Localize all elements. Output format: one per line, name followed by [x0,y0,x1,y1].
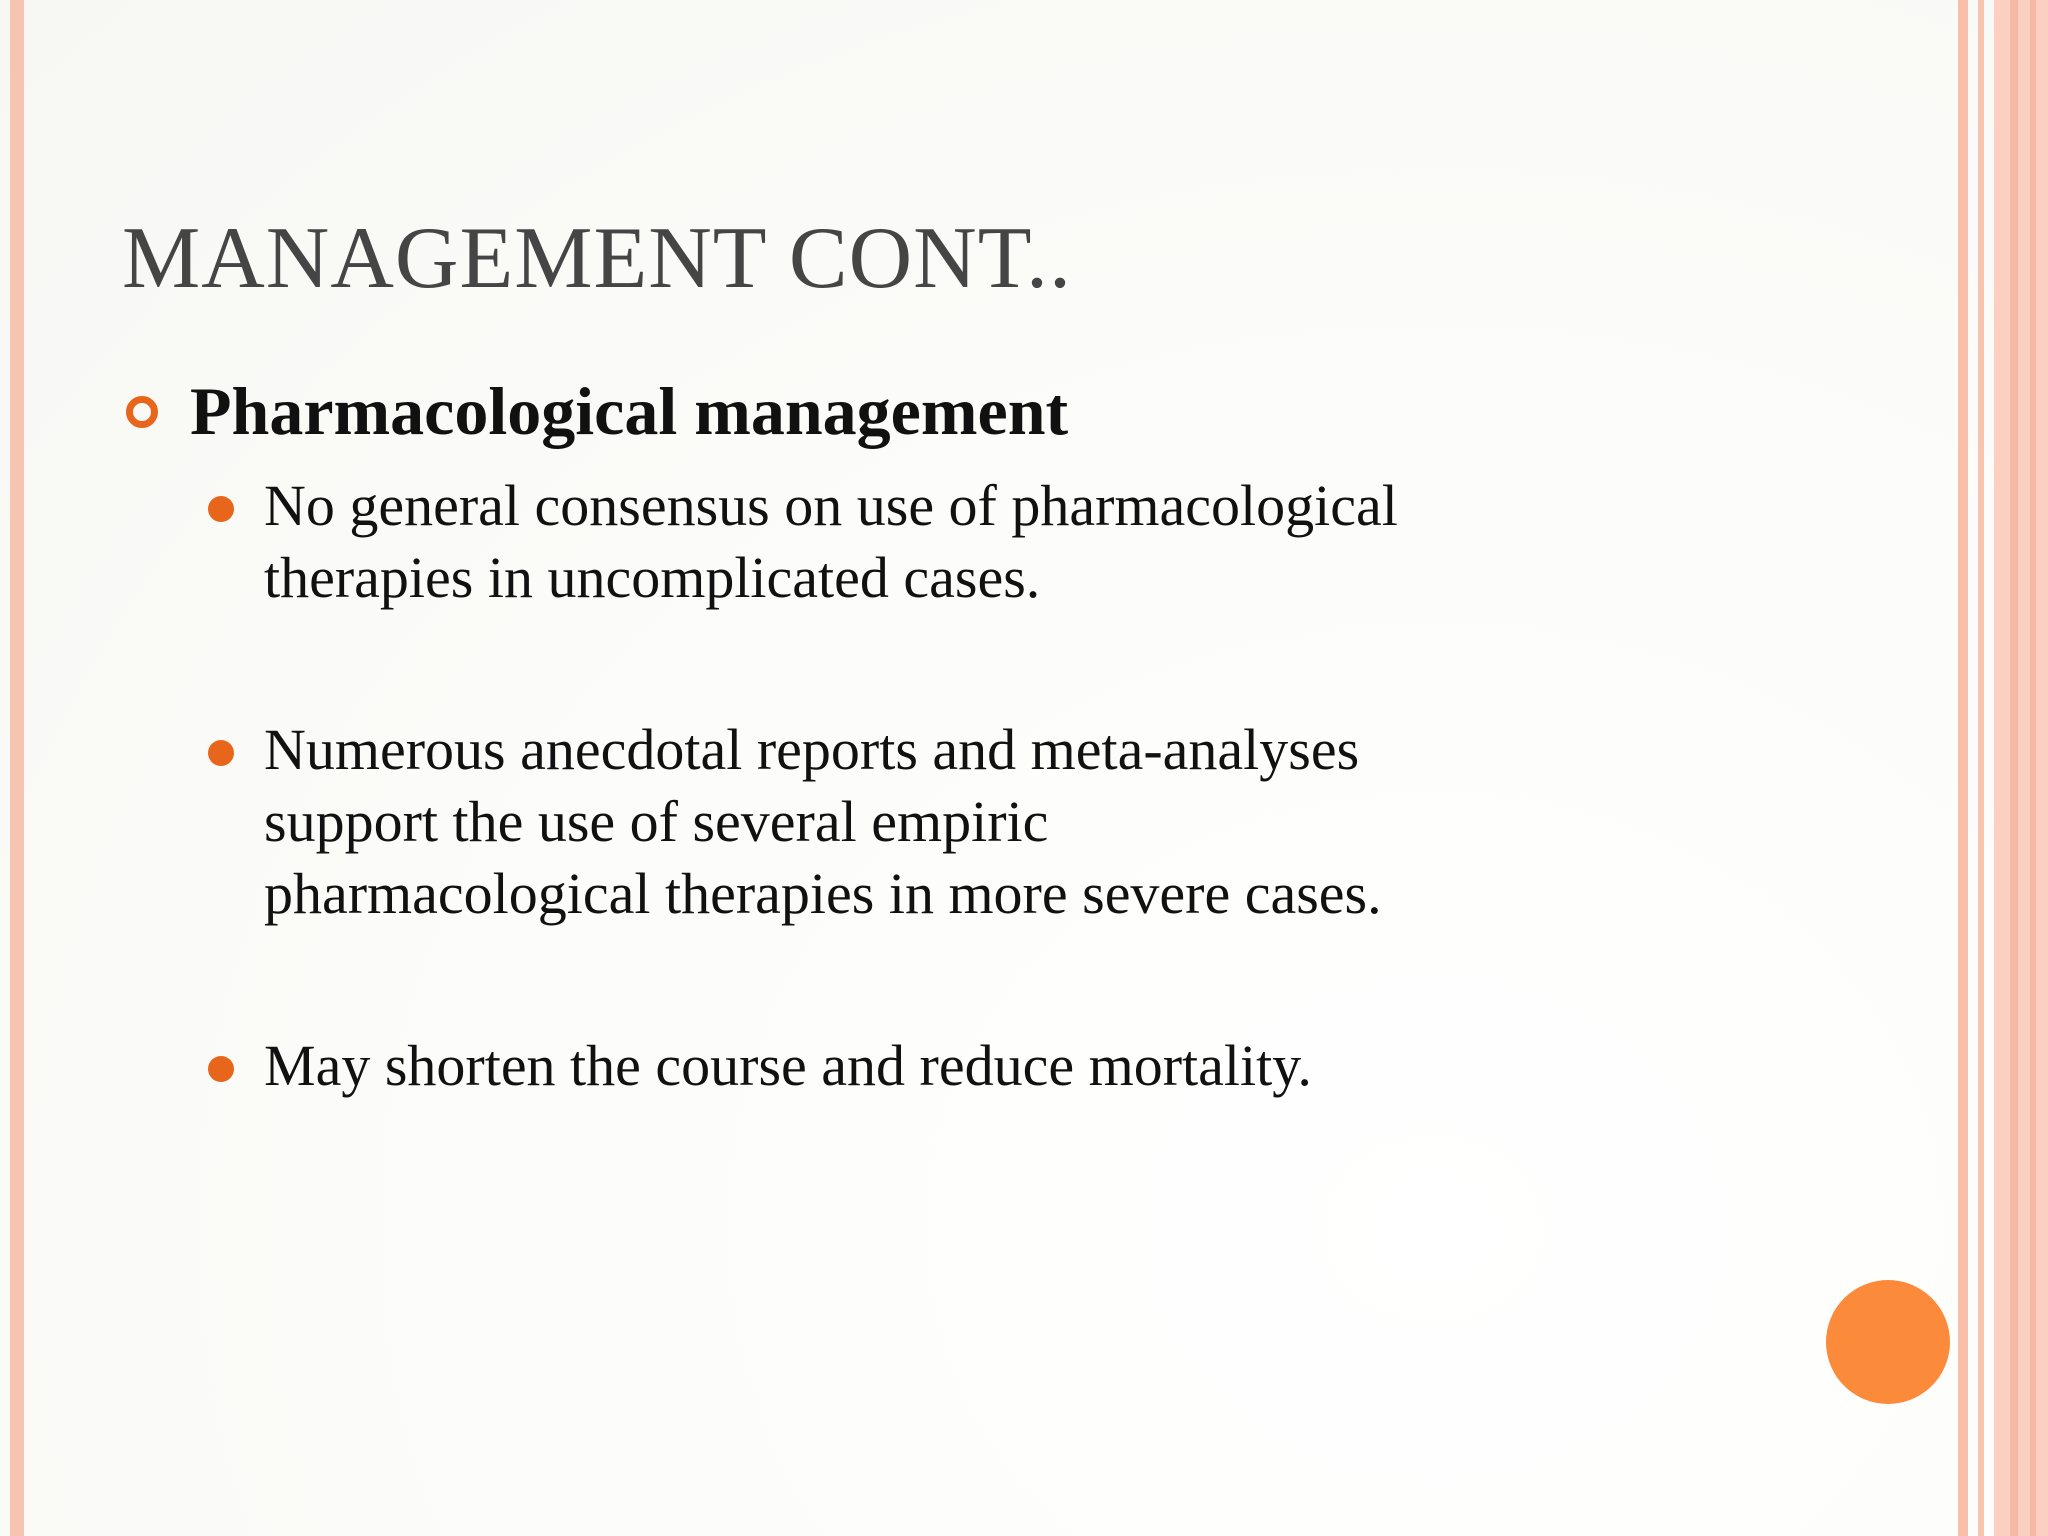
bullet-text: Numerous anecdotal reports and meta-analyses support the use of several empiric pharmacological therapies in more severe cases. [264,717,1382,926]
left-border-stripe [10,0,24,1536]
right-border-stripe-3 [2010,0,2018,1536]
right-border-stripe-2 [1978,0,1984,1536]
bullet-text: May shorten the course and reduce mortality. [264,1033,1312,1098]
ring-bullet-icon [126,396,158,428]
bullet-item [208,714,1648,930]
heading-text: Pharmacological management [190,373,1069,449]
right-border-stripe-4 [2030,0,2036,1536]
bullet-item [208,1030,1648,1102]
bullet-text: No general consensus on use of pharmacological therapies in uncomplicated cases. [264,473,1398,610]
heading-item [126,372,1068,451]
right-border-band [1994,0,2048,1536]
dot-bullet-icon [208,496,234,522]
bullet-item [208,470,1648,614]
right-border-stripe-1 [1958,0,1968,1536]
dot-bullet-icon [208,740,234,766]
orange-circle-icon [1826,1280,1950,1404]
slide-title: MANAGEMENT CONT.. [122,210,1072,307]
dot-bullet-icon [208,1056,234,1082]
